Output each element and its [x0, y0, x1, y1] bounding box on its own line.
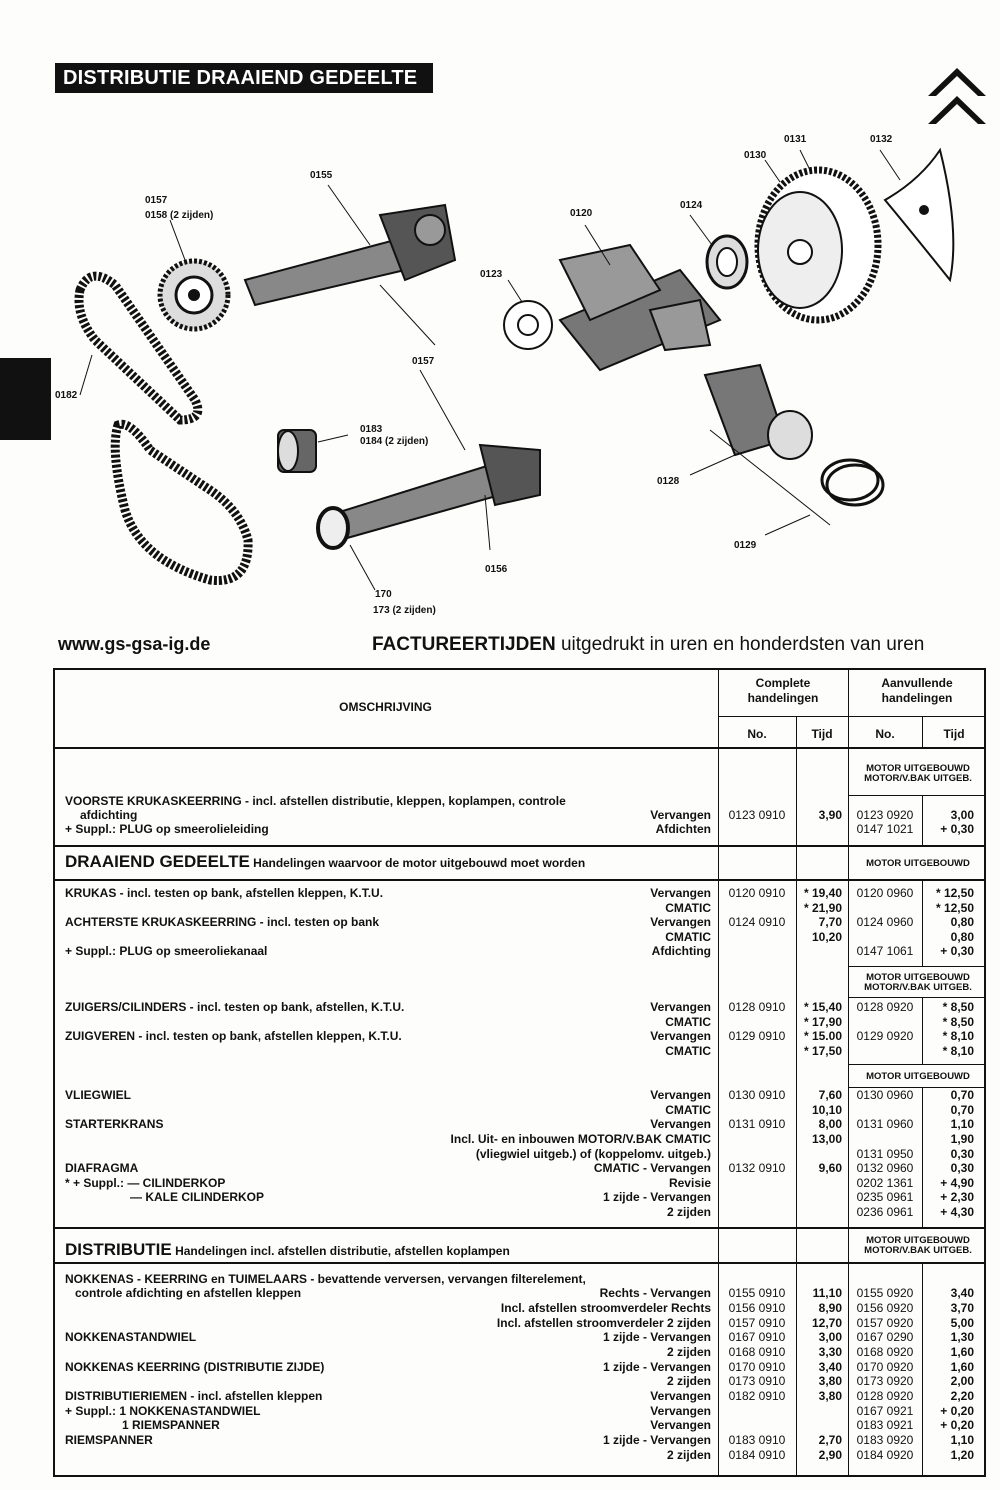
row-time-extra: 1,90 — [950, 1132, 974, 1146]
camshaft-lower — [318, 445, 540, 548]
row-action: 2 zijden — [666, 1374, 711, 1388]
row-number-complete: 0168 0910 — [728, 1345, 786, 1359]
row-divider — [53, 845, 986, 847]
row-action: CMATIC — [665, 1015, 711, 1029]
timing-belt-lower — [115, 424, 248, 580]
row-time-complete: 13,00 — [811, 1132, 842, 1146]
row-time-extra: 1,60 — [950, 1360, 974, 1374]
row-description: — KALE CILINDERKOP — [130, 1190, 265, 1204]
row-number-extra: 0173 0920 — [856, 1374, 914, 1388]
row-number-extra: 0156 0920 — [856, 1301, 914, 1315]
row-number-extra: 0168 0920 — [856, 1345, 914, 1359]
row-number-complete: 0167 0910 — [728, 1330, 786, 1344]
row-action: Vervangen — [650, 915, 711, 929]
row-description: afdichting — [80, 808, 138, 822]
header-omschrijving: OMSCHRIJVING — [339, 700, 432, 714]
note-motor: MOTOR UITGEBOUWD MOTOR/V.BAK UITGEB. — [864, 1235, 972, 1256]
label-0124: 0124 — [680, 200, 703, 211]
row-number-extra: 0128 0920 — [856, 1000, 914, 1014]
row-time-extra: * 8,10 — [942, 1029, 974, 1043]
row-time-extra: * 12,50 — [935, 886, 974, 900]
header-tijd-1: Tijd — [811, 727, 833, 741]
label-173: 173 (2 zijden) — [373, 605, 436, 616]
row-number-complete: 0124 0910 — [728, 915, 786, 929]
chevron-logo-icon — [926, 66, 988, 128]
row-description: + Suppl.: 1 NOKKENASTANDWIEL — [65, 1404, 261, 1418]
row-number-complete: 0184 0910 — [728, 1448, 786, 1462]
row-time-extra: 1,30 — [950, 1330, 974, 1344]
row-time-complete: 11,10 — [812, 1286, 842, 1300]
seal-ring — [504, 301, 552, 349]
row-number-complete: 0120 0910 — [728, 886, 786, 900]
row-action: Incl. afstellen stroomverdeler 2 zijden — [496, 1316, 711, 1330]
tensioner-bearing — [278, 430, 316, 472]
row-description: ACHTERSTE KRUKASKEERRING - incl. testen op bank — [65, 915, 380, 929]
row-action: 1 zijde - Vervangen — [602, 1433, 711, 1447]
row-time-extra: + 0,30 — [940, 822, 974, 836]
label-0131: 0131 — [784, 134, 807, 145]
section-distributie: DISTRIBUTIE Handelingen incl. afstellen distributie, afstellen koplampen — [65, 1240, 510, 1259]
row-divider — [53, 879, 986, 881]
rear-seal-ring — [707, 236, 747, 288]
col-divider — [848, 668, 849, 1477]
row-description: NOKKENAS - KEERRING en TUIMELAARS - bevattende verversen, vervangen filterelement, — [65, 1272, 586, 1286]
row-divider — [848, 997, 986, 998]
row-description: * + Suppl.: — CILINDERKOP — [65, 1176, 226, 1190]
row-number-extra: 0131 0950 — [856, 1147, 914, 1161]
row-action: Vervangen — [650, 1389, 711, 1403]
row-divider — [848, 966, 986, 967]
row-divider — [848, 1064, 986, 1065]
row-divider — [53, 1227, 986, 1229]
piston-cylinder — [705, 365, 812, 459]
row-description: + Suppl.: PLUG op smeeroliekanaal — [65, 944, 268, 958]
row-time-complete: * 15,40 — [803, 1000, 842, 1014]
factureertijden-heading: FACTUREERTIJDEN uitgedrukt in uren en honderdsten van uren — [372, 634, 925, 655]
row-time-extra: 0,30 — [950, 1147, 974, 1161]
row-action: CMATIC — [665, 901, 711, 915]
header-tijd-2: Tijd — [943, 727, 965, 741]
row-time-complete: 3,00 — [818, 1330, 842, 1344]
row-time-extra: 0,70 — [950, 1103, 974, 1117]
row-time-complete: 3,30 — [818, 1345, 842, 1359]
row-divider — [53, 1262, 986, 1264]
row-time-extra: 0,70 — [950, 1088, 974, 1102]
row-number-complete: 0183 0910 — [728, 1433, 786, 1447]
row-number-extra: 0170 0920 — [856, 1360, 914, 1374]
row-action: 1 zijde - Vervangen — [602, 1190, 711, 1204]
row-time-extra: + 4,30 — [940, 1205, 974, 1219]
row-description: KRUKAS - incl. testen op bank, afstellen kleppen, K.T.U. — [65, 886, 384, 900]
row-number-extra: 0236 0961 — [856, 1205, 914, 1219]
row-description: DISTRIBUTIERIEMEN - incl. afstellen kleppen — [65, 1389, 323, 1403]
row-action: 1 zijde - Vervangen — [602, 1360, 711, 1374]
exploded-parts-diagram — [0, 120, 1000, 630]
row-divider — [718, 716, 986, 717]
header-no-2: No. — [875, 727, 895, 741]
row-time-complete: 7,70 — [818, 915, 842, 929]
row-time-complete: 8,00 — [818, 1117, 842, 1131]
row-number-extra: 0167 0290 — [856, 1330, 914, 1344]
note-motor: MOTOR UITGEBOUWD — [866, 858, 970, 869]
label-0132: 0132 — [870, 134, 893, 145]
row-action: Afdichten — [655, 822, 711, 836]
row-time-extra: + 0,20 — [940, 1404, 974, 1418]
row-number-complete: 0132 0910 — [728, 1161, 786, 1175]
row-description: 1 RIEMSPANNER — [122, 1418, 220, 1432]
row-time-complete: 10,20 — [811, 930, 842, 944]
row-divider — [53, 747, 986, 749]
row-action: CMATIC — [665, 1044, 711, 1058]
row-number-extra: 0184 0920 — [856, 1448, 914, 1462]
label-0120: 0120 — [570, 208, 593, 219]
row-time-extra: * 8,10 — [942, 1044, 974, 1058]
row-action: Vervangen — [650, 1000, 711, 1014]
row-divider — [848, 795, 986, 796]
row-number-complete: 0170 0910 — [728, 1360, 786, 1374]
piston-rings — [822, 460, 883, 505]
row-action: Incl. Uit- en inbouwen MOTOR/V.BAK CMATIC — [450, 1132, 711, 1146]
row-time-extra: 0,80 — [950, 915, 974, 929]
row-action: Rechts - Vervangen — [599, 1286, 711, 1300]
row-number-extra: 0202 1361 — [856, 1176, 914, 1190]
row-time-extra: * 8,50 — [942, 1015, 974, 1029]
label-0129: 0129 — [734, 540, 757, 551]
row-number-extra: 0147 1061 — [856, 944, 914, 958]
row-time-extra: 1,20 — [950, 1448, 974, 1462]
row-action: 2 zijden — [666, 1345, 711, 1359]
flywheel — [758, 170, 878, 320]
note-motor: MOTOR UITGEBOUWD MOTOR/V.BAK UITGEB. — [864, 763, 972, 784]
row-description: controle afdichting en afstellen kleppen — [75, 1286, 302, 1300]
row-action: CMATIC — [665, 930, 711, 944]
label-0184: 0184 (2 zijden) — [360, 436, 429, 447]
label-0123: 0123 — [480, 269, 503, 280]
row-time-complete: 3,80 — [818, 1374, 842, 1388]
row-number-extra: 0167 0921 — [856, 1404, 914, 1418]
row-number-extra: 0124 0960 — [856, 915, 914, 929]
row-action: 2 zijden — [666, 1448, 711, 1462]
row-description: VOORSTE KRUKASKEERRING - incl. afstellen distributie, kleppen, koplampen, controle — [65, 794, 566, 808]
row-number-extra: 0123 0920 — [856, 808, 914, 822]
row-time-extra: 1,60 — [950, 1345, 974, 1359]
row-number-extra: 0183 0920 — [856, 1433, 914, 1447]
label-0157b: 0157 — [412, 356, 435, 367]
row-time-complete: * 17,50 — [803, 1044, 842, 1058]
section-draaiend-gedeelte: DRAAIEND GEDEELTE Handelingen waarvoor de motor uitgebouwd moet worden — [65, 852, 586, 871]
row-time-extra: 1,10 — [950, 1433, 974, 1447]
row-time-extra: 1,10 — [950, 1117, 974, 1131]
sprocket-gear — [160, 261, 228, 329]
row-action: Vervangen — [650, 1404, 711, 1418]
label-0158: 0158 (2 zijden) — [145, 210, 214, 221]
row-time-complete: * 21,90 — [803, 901, 842, 915]
row-action: CMATIC — [665, 1103, 711, 1117]
row-description: DIAFRAGMA — [65, 1161, 139, 1175]
row-description: STARTERKRANS — [65, 1117, 164, 1131]
row-time-extra: 0,80 — [950, 930, 974, 944]
row-number-complete: 0130 0910 — [728, 1088, 786, 1102]
label-0155: 0155 — [310, 170, 333, 181]
row-time-extra: 5,00 — [950, 1316, 974, 1330]
row-action: 1 zijde - Vervangen — [602, 1330, 711, 1344]
row-description: ZUIGERS/CILINDERS - incl. testen op bank, afstellen, K.T.U. — [65, 1000, 405, 1014]
label-0157a: 0157 — [145, 195, 168, 206]
row-action: Vervangen — [650, 1117, 711, 1131]
row-action: CMATIC - Vervangen — [593, 1161, 711, 1175]
row-action: Vervangen — [650, 808, 711, 822]
row-time-complete: 10,10 — [811, 1103, 842, 1117]
row-time-complete: * 17,90 — [803, 1015, 842, 1029]
row-action: 2 zijden — [666, 1205, 711, 1219]
page-title: DISTRIBUTIE DRAAIEND GEDEELTE — [55, 63, 433, 93]
row-time-extra: + 2,30 — [940, 1190, 974, 1204]
row-time-complete: * 15.00 — [803, 1029, 842, 1043]
website-url: www.gs-gsa-ig.de — [58, 634, 211, 654]
row-time-complete: * 19,40 — [803, 886, 842, 900]
row-time-complete: 12,70 — [811, 1316, 842, 1330]
row-time-extra: 3,40 — [950, 1286, 974, 1300]
row-time-complete: 3,80 — [818, 1389, 842, 1403]
row-number-extra: 0235 0961 — [856, 1190, 914, 1204]
row-time-complete: 8,90 — [818, 1301, 842, 1315]
row-number-extra: 0128 0920 — [856, 1389, 914, 1403]
row-action: Incl. afstellen stroomverdeler Rechts — [500, 1301, 711, 1315]
row-time-extra: 0,30 — [950, 1161, 974, 1175]
row-time-extra: + 0,20 — [940, 1418, 974, 1432]
row-time-extra: 3,70 — [950, 1301, 974, 1315]
note-motor: MOTOR UITGEBOUWD MOTOR/V.BAK UITGEB. — [864, 972, 972, 993]
row-time-complete: 2,70 — [818, 1433, 842, 1447]
row-time-complete: 2,90 — [818, 1448, 842, 1462]
row-time-extra: 3,00 — [950, 808, 974, 822]
header-complete: Complete handelingen — [747, 676, 819, 705]
row-number-complete: 0123 0910 — [728, 808, 786, 822]
row-number-extra: 0147 1021 — [856, 822, 914, 836]
label-0156: 0156 — [485, 564, 508, 575]
row-action: Vervangen — [650, 1418, 711, 1432]
label-0128: 0128 — [657, 476, 680, 487]
row-number-extra: 0131 0960 — [856, 1117, 914, 1131]
crankshaft — [560, 245, 720, 370]
row-number-extra: 0120 0960 — [856, 886, 914, 900]
row-time-extra: + 0,30 — [940, 944, 974, 958]
row-number-extra: 0155 0920 — [856, 1286, 914, 1300]
row-description: NOKKENAS KEERRING (DISTRIBUTIE ZIJDE) — [65, 1360, 325, 1374]
row-description: + Suppl.: PLUG op smeerolieleiding — [65, 822, 269, 836]
row-time-complete: 7,60 — [818, 1088, 842, 1102]
label-170: 170 — [375, 589, 392, 600]
row-action: (vliegwiel uitgeb.) of (koppelomv. uitgeb.) — [475, 1147, 711, 1161]
row-time-complete: 3,90 — [818, 808, 842, 822]
row-time-extra: * 8,50 — [942, 1000, 974, 1014]
row-action: Vervangen — [650, 1088, 711, 1102]
row-description: NOKKENASTANDWIEL — [65, 1330, 197, 1344]
label-0182: 0182 — [55, 390, 78, 401]
row-number-extra: 0130 0960 — [856, 1088, 914, 1102]
row-time-extra: 2,00 — [950, 1374, 974, 1388]
row-number-complete: 0155 0910 — [728, 1286, 786, 1300]
row-action: Vervangen — [650, 886, 711, 900]
row-number-extra: 0132 0960 — [856, 1161, 914, 1175]
row-action: Vervangen — [650, 1029, 711, 1043]
row-description: ZUIGVEREN - incl. testen op bank, afstellen kleppen, K.T.U. — [65, 1029, 402, 1043]
row-action: Afdichting — [651, 944, 711, 958]
row-number-extra: 0157 0920 — [856, 1316, 914, 1330]
row-time-complete: 3,40 — [818, 1360, 842, 1374]
row-number-extra: 0183 0921 — [856, 1418, 914, 1432]
row-time-complete: 9,60 — [818, 1161, 842, 1175]
row-number-complete: 0173 0910 — [728, 1374, 786, 1388]
row-number-complete: 0156 0910 — [728, 1301, 786, 1315]
note-motor: MOTOR UITGEBOUWD — [866, 1071, 970, 1082]
row-number-complete: 0129 0910 — [728, 1029, 786, 1043]
diaphragm-plate — [885, 150, 953, 280]
row-description: RIEMSPANNER — [65, 1433, 153, 1447]
camshaft-upper — [245, 205, 455, 305]
row-time-extra: 2,20 — [950, 1389, 974, 1403]
header-aanvullende: Aanvullende handelingen — [881, 676, 953, 705]
row-description: VLIEGWIEL — [65, 1088, 131, 1102]
header-no-1: No. — [747, 727, 767, 741]
row-number-complete: 0131 0910 — [728, 1117, 786, 1131]
col-divider — [718, 748, 719, 1477]
row-number-complete: 0157 0910 — [728, 1316, 786, 1330]
row-action: Revisie — [668, 1176, 711, 1190]
row-time-extra: + 4,90 — [940, 1176, 974, 1190]
label-0130: 0130 — [744, 150, 767, 161]
row-number-extra: 0129 0920 — [856, 1029, 914, 1043]
row-number-complete: 0128 0910 — [728, 1000, 786, 1014]
label-0183: 0183 — [360, 424, 383, 435]
row-time-extra: * 12,50 — [935, 901, 974, 915]
row-number-complete: 0182 0910 — [728, 1389, 786, 1403]
